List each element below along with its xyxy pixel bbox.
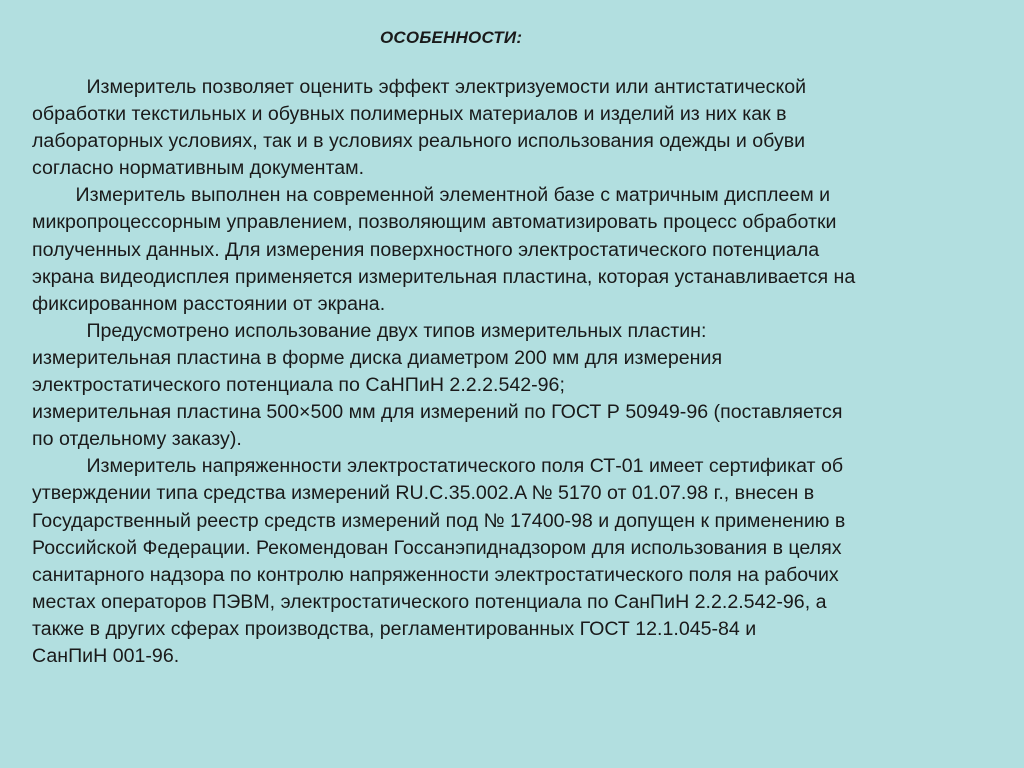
text-line: фиксированном расстоянии от экрана. [32,292,386,315]
text-line: санитарного надзора по контролю напряженности электростатического поля на рабочих [32,563,839,586]
text-line: Предусмотрено использование двух типов измерительных пластин: [32,319,707,342]
text-line: измерительная пластина 500×500 мм для измерений по ГОСТ Р 50949-96 (поставляется [32,401,843,424]
text-line: также в других сферах производства, регламентированных ГОСТ 12.1.045-84 и [32,617,757,640]
text-line: экрана видеодисплея применяется измерительная пластина, которая устанавливается на [32,265,856,288]
text-line: полученных данных. Для измерения поверхностного электростатического потенциала [32,238,820,261]
text-line: электростатического потенциала по СаНПиН 2.2.2.542-96; [32,374,565,397]
text-line: Измеритель напряженности электростатического поля СТ-01 имеет сертификат об [32,455,844,478]
text-line: местах операторов ПЭВМ, электростатического потенциала по СанПиН 2.2.2.542-96, а [32,590,827,613]
text-line: согласно нормативным документам. [32,157,365,180]
slide-body [32,74,1004,670]
text-line: Измеритель позволяет оценить эффект электризуемости или антистатической [32,76,807,98]
text-line: лабораторных условиях, так и в условиях реального использования одежды и обуви [32,130,806,153]
text-line: микропроцессорным управлением, позволяющим автоматизировать процесс обработки [32,211,837,234]
slide-title: ОСОБЕННОСТИ: [380,28,523,47]
text-line: СанПиН 001-96. [32,644,180,667]
text-line: Государственный реестр средств измерений под № 17400-98 и допущен к применению в [32,509,846,532]
text-line: Измеритель выполнен на современной элементной базе с матричным дисплеем и [32,184,831,207]
text-line: обработки текстильных и обувных полимерных материалов и изделий из них как в [32,103,787,126]
text-line: утверждении типа средства измерений RU.C.35.002.A № 5170 от 01.07.98 г., внесен в [32,482,815,505]
text-line: Российской Федерации. Рекомендован Госсанэпиднадзором для использования в целях [32,536,842,559]
text-line: измерительная пластина в форме диска диаметром 200 мм для измерения [32,346,723,369]
text-line: по отдельному заказу). [32,428,242,451]
